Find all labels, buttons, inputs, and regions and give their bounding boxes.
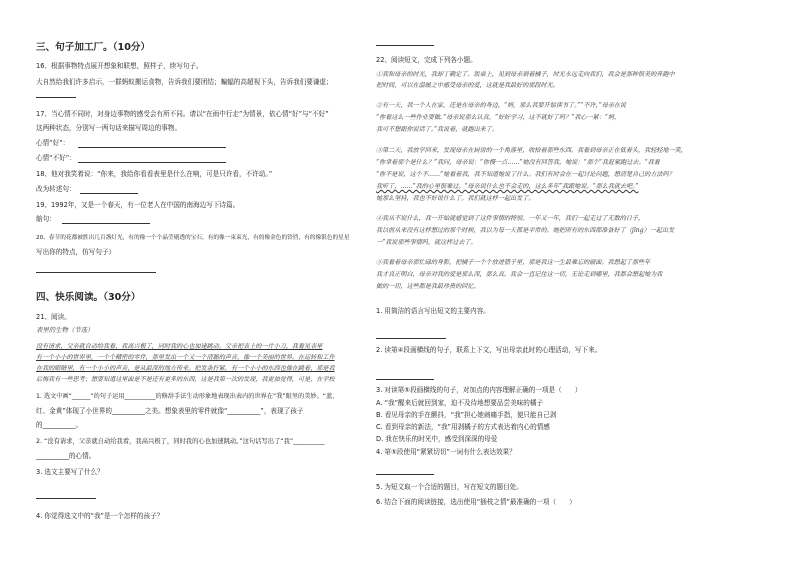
q1-line2: 红、金黄”体现了小世界的__________之美。想象表里的零件就像“__________”，表现了孩子: [36, 407, 304, 415]
option-b[interactable]: B. 看见母亲的手在颤抖，“我”担心她刺痛手指，便只能自己剥: [376, 411, 557, 419]
passage-line: 有一个小小的世界里，一个个精密的零件，那里发出一个又一个清脆的声音，像一个美丽的世界。在运转和工作: [36, 354, 335, 361]
q6: 6. 结合下面的阅读链接，选出使用“插枝之情”最准确的一项（ ）: [376, 498, 576, 506]
passage-line: 后悔我有一些思考；想要知道这里面是不是还有更多的东西，这是我第一次的发现，我更加觉得，可是，在学校: [36, 376, 335, 383]
q2-answer-line[interactable]: [376, 379, 434, 380]
q17-good-label: 心情“好”：: [36, 139, 70, 147]
q3: 3. 对读第⑤段画横线的句子，对加点的内容理解正确的一项是（ ）: [376, 386, 582, 394]
q18-line1: 18、他对我笑着说：“你来，我给你看看表里是什么在响，可是只许看，不许动。”: [36, 170, 273, 178]
para4-line3: 一”我说那些事情吗，就这样过去了。: [376, 239, 477, 246]
q1: 1. 用简洁的语言写出短文的主要内容。: [376, 307, 490, 315]
para3-line2: “你拿着那个是什么？”我问，母亲说：“你慢一点……”她没有回答我，她说：“那个”我赶紧跑过去。“我看: [376, 159, 660, 166]
q19-answer-line[interactable]: [62, 223, 150, 224]
q20-line2: 写出你的特点，仿写句子）: [36, 248, 116, 256]
para1-line1: ①我和母亲的时光，我却丁确定了。饭桌上，见到母亲剥着橘子，时光永远走向我们，我会是那种很美的奔跑中: [376, 71, 675, 78]
q20-line1: 20、春节的花都被胜出几百盏灯光，有的像一个个晶莹剔透的宝石，有的像一束束光，有的像金色的铃铛，有的像银色的星星: [36, 235, 350, 241]
passage-line: 没有请求，父亲就自动给我看，我高兴极了，同时我的心也加速跳动。父亲把表上的一片小刀，我看见表里: [36, 343, 323, 350]
option-a[interactable]: A. “我”醒来后就回到家，迫不及待地想要品尝美味的橘子: [376, 399, 544, 407]
q16-example: 大自然给我们许多启示，一群蚂蚁搬运食物，告诉我们要团结；蝙蝠的高超视下头，告诉我们要谦虚；: [36, 78, 333, 86]
para2-line3: 我可不想跟你说话了。”我说着，就跑出来了。: [376, 126, 498, 133]
q1-answer-line[interactable]: [376, 338, 446, 339]
para2-line2: “你看这么一些作业要做。”母亲说那么认真，“好好学习，这不就好了吗？”我心一紧：“妈，: [376, 114, 621, 121]
para5-line2: 我才真正明白，母亲对我的爱是那么深，那么真。我会一直记住这一切，无论走到哪里，我都会想起她为我: [376, 271, 663, 278]
q17-bad-line[interactable]: [78, 162, 226, 163]
para4-line1: ④我从不说什么，我一开始就感觉到了这件事情的特别。一年又一年，我们一起走过了无数的日子，: [376, 215, 645, 222]
para3-line3: “你不是说，这个不……”她看着我，我不知道她说了什么。我们有时会在一起讨论问题，想清楚自己的方法吗？: [376, 171, 675, 178]
passage-line: 在我的眼睛里，有一个小小的声音，是从最深的地方传来。把发条拧紧，有一个小小的东西也像在跳着，那是我: [36, 365, 335, 372]
para1-line2: 把时间，可以在温暖之中感受母亲的爱，这就是我最好的那段时光。: [376, 82, 559, 89]
q20-answer-line[interactable]: [36, 272, 156, 273]
q17-bad-label: 心情“不好”：: [36, 154, 76, 162]
para5-line3: 做的一切，这些都是我最珍贵的回忆。: [376, 283, 480, 290]
q4: 4. 第⑤段使用“紧紧切切”一词有什么表达效果？: [376, 448, 516, 456]
para3-line1: ③第二天，我放学回来，发现母亲在厨房的一个角落里，收拾着那些东西。我看到母亲正在低着头，我轻轻地一笑，: [376, 147, 687, 154]
para2-line1: ②有一天，我一个人在家，还是在母亲的身边，“妈，那么我要开始读书了。”“不许，”母亲在说: [376, 102, 627, 109]
q16-prompt: 16、根据事物特点展开想象和联想，照样子，续写句子。: [36, 62, 203, 70]
para5-line1: ⑤我看着母亲那忙碌的身影，把橘子一个个放进篮子里，那是我这一生最难忘的画面。我想起了那些年: [376, 259, 651, 266]
passage-title: 表里的生物（节选）: [36, 326, 94, 334]
option-d[interactable]: D. 我在快乐的时光中，感受到深深的母爱: [376, 435, 498, 443]
q17-good-line[interactable]: [78, 147, 226, 148]
q5: 5. 为短文取一个合适的题目，写在短文的题目处。: [376, 483, 523, 491]
q18-line2: 改为转述句：: [36, 185, 76, 193]
para3-line5: 她那么坚持，我也不好说什么了。我们就这样一起出发了。: [376, 195, 535, 202]
q2: 2. 读第④段画横线的句子，联系上下文，写出母亲此时的心理活动，写下来。: [376, 346, 602, 354]
q17-line2: 这两种状态，分别写一两句话来描写周边的事物。: [36, 124, 182, 132]
q19-rewrite-label: 缩句：: [36, 215, 56, 223]
q19: 19、1992年，又是一个春天，有一位老人在中国的南海边写下诗篇。: [36, 201, 240, 209]
para3-line4: 我听了，……”我的心里很难过。“母亲说什么也不会走的，这么多年”我跟她说。“那么我就去吧。”: [376, 183, 639, 190]
q2-line2: __________的心情。: [36, 452, 96, 460]
q16-answer-line[interactable]: [36, 97, 76, 98]
q22-prompt: 22、阅读短文，完成下列各小题。: [376, 56, 477, 64]
q18-answer-line[interactable]: [80, 193, 138, 194]
section-3-title: 三、句子加工厂。（10分）: [36, 42, 151, 53]
section-4-title: 四、快乐阅读。（30分）: [36, 292, 141, 303]
para4-line2: 我以前从来没有这样想过的那个时候，我以为每一天都是平常的。她把所有的东西都准备好了（jīng）一起出发: [376, 227, 675, 234]
q4: 4. 你觉得选文中的“我”是一个怎样的孩子？: [36, 512, 164, 520]
q2-line1: 2. “没有请求，父亲就自动给我看，我高兴极了，同时我的心也加速跳动。”这句话写出了“我”__________: [36, 438, 325, 445]
q3-answer-line[interactable]: [36, 498, 96, 499]
q21-label: 21、阅读。: [36, 313, 71, 321]
q17-line1: 17、当心情不同时，对身边事物的感受会有所不同。请以“在雨中行走”为情景，依心情“好”与“不好”: [36, 110, 329, 118]
option-c[interactable]: C. 看到母亲的新法，“我”用剥橘子的方式表达着内心的情感: [376, 423, 550, 431]
q1-line1: 1. 选文中画“______”的句子运用__________的修辞手法生动形象地表现出表内的世界在“我”眼里的美妙。“蓝、: [36, 393, 339, 400]
q4-answer-line[interactable]: [376, 474, 434, 475]
q1-line3: 的__________。: [36, 421, 83, 429]
top-answer-line[interactable]: [376, 45, 434, 46]
q3: 3. 选文主要写了什么？: [36, 468, 104, 476]
